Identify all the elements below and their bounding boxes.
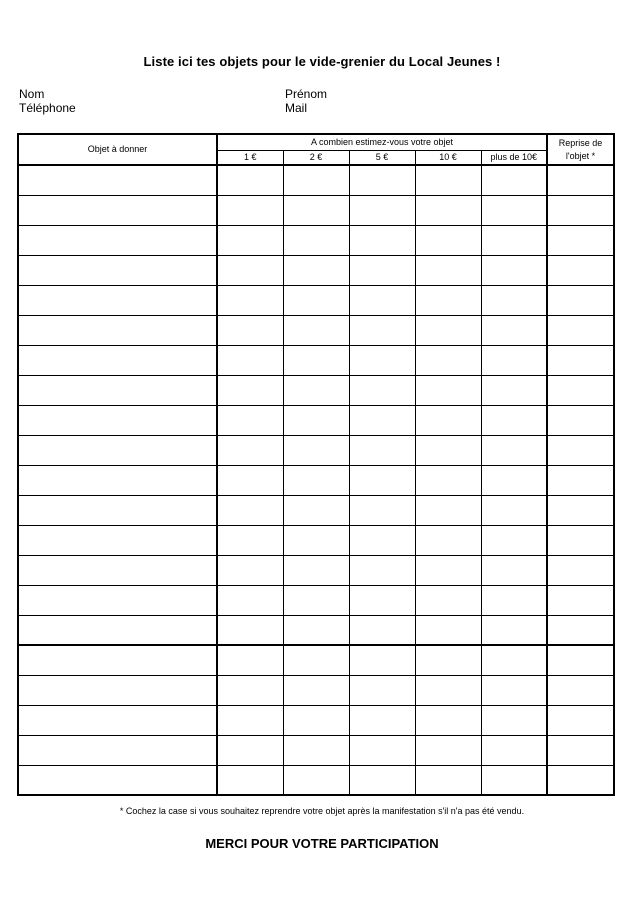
- price-5-cell[interactable]: [349, 375, 415, 405]
- item-cell[interactable]: [18, 585, 217, 615]
- reprise-header-line2: l'objet *: [565, 150, 596, 161]
- price-5-cell[interactable]: [349, 735, 415, 765]
- price-2-cell[interactable]: [283, 585, 349, 615]
- telephone-label: Téléphone: [19, 101, 76, 115]
- price-5-cell[interactable]: [349, 165, 415, 195]
- price-1-cell[interactable]: [217, 645, 283, 675]
- reprise-cell[interactable]: [547, 405, 614, 435]
- prenom-label: Prénom: [285, 87, 328, 101]
- price-2-cell[interactable]: [283, 615, 349, 645]
- price-over-10-cell[interactable]: [481, 345, 547, 375]
- table-row: [18, 735, 614, 765]
- reprise-cell[interactable]: [547, 615, 614, 645]
- item-cell[interactable]: [18, 525, 217, 555]
- price-over-10-cell[interactable]: [481, 765, 547, 795]
- price-header-5: 5 €: [349, 150, 415, 165]
- price-over-10-cell[interactable]: [481, 615, 547, 645]
- price-2-cell[interactable]: [283, 645, 349, 675]
- price-10-cell[interactable]: [415, 765, 481, 795]
- price-5-cell[interactable]: [349, 315, 415, 345]
- price-1-cell[interactable]: [217, 465, 283, 495]
- price-5-cell[interactable]: [349, 645, 415, 675]
- price-over-10-cell[interactable]: [481, 645, 547, 675]
- price-over-10-cell[interactable]: [481, 585, 547, 615]
- table-row: [18, 645, 614, 675]
- price-5-cell[interactable]: [349, 405, 415, 435]
- price-2-cell[interactable]: [283, 405, 349, 435]
- item-cell[interactable]: [18, 645, 217, 675]
- price-header-10: 10 €: [415, 150, 481, 165]
- item-cell[interactable]: [18, 165, 217, 195]
- price-2-cell[interactable]: [283, 375, 349, 405]
- reprise-cell[interactable]: [547, 555, 614, 585]
- price-5-cell[interactable]: [349, 465, 415, 495]
- price-10-cell[interactable]: [415, 165, 481, 195]
- table-row: [18, 495, 614, 525]
- price-10-cell[interactable]: [415, 405, 481, 435]
- table-row: [18, 405, 614, 435]
- price-10-cell[interactable]: [415, 615, 481, 645]
- item-cell[interactable]: [18, 375, 217, 405]
- reprise-cell[interactable]: [547, 705, 614, 735]
- price-2-cell[interactable]: [283, 345, 349, 375]
- price-over-10-cell[interactable]: [481, 195, 547, 225]
- price-1-cell[interactable]: [217, 705, 283, 735]
- price-1-cell[interactable]: [217, 615, 283, 645]
- item-cell[interactable]: [18, 435, 217, 465]
- table-row: [18, 525, 614, 555]
- price-2-cell[interactable]: [283, 195, 349, 225]
- price-1-cell[interactable]: [217, 555, 283, 585]
- reprise-header-line1: Reprise de: [558, 137, 603, 148]
- price-2-cell[interactable]: [283, 675, 349, 705]
- price-1-cell[interactable]: [217, 765, 283, 795]
- table-row: [18, 435, 614, 465]
- price-over-10-cell[interactable]: [481, 735, 547, 765]
- reprise-cell[interactable]: [547, 495, 614, 525]
- price-1-cell[interactable]: [217, 585, 283, 615]
- table-row: [18, 225, 614, 255]
- table-row: [18, 315, 614, 345]
- price-10-cell[interactable]: [415, 345, 481, 375]
- price-over-10-cell[interactable]: [481, 285, 547, 315]
- reprise-cell[interactable]: [547, 225, 614, 255]
- reprise-cell[interactable]: [547, 435, 614, 465]
- price-over-10-cell[interactable]: [481, 315, 547, 345]
- price-10-cell[interactable]: [415, 315, 481, 345]
- price-over-10-cell[interactable]: [481, 465, 547, 495]
- reprise-cell[interactable]: [547, 735, 614, 765]
- price-5-cell[interactable]: [349, 495, 415, 525]
- price-1-cell[interactable]: [217, 525, 283, 555]
- price-10-cell[interactable]: [415, 525, 481, 555]
- price-2-cell[interactable]: [283, 435, 349, 465]
- price-1-cell[interactable]: [217, 195, 283, 225]
- price-2-cell[interactable]: [283, 285, 349, 315]
- price-over-10-cell[interactable]: [481, 255, 547, 285]
- price-2-cell[interactable]: [283, 225, 349, 255]
- price-10-cell[interactable]: [415, 585, 481, 615]
- table-row: [18, 585, 614, 615]
- price-header-1: 1 €: [217, 150, 283, 165]
- item-cell[interactable]: [18, 675, 217, 705]
- price-over-10-cell[interactable]: [481, 165, 547, 195]
- price-5-cell[interactable]: [349, 525, 415, 555]
- items-table: [17, 133, 615, 796]
- item-cell[interactable]: [18, 465, 217, 495]
- price-10-cell[interactable]: [415, 225, 481, 255]
- reprise-cell[interactable]: [547, 315, 614, 345]
- price-1-cell[interactable]: [217, 255, 283, 285]
- item-cell[interactable]: [18, 735, 217, 765]
- reprise-cell[interactable]: [547, 165, 614, 195]
- price-5-cell[interactable]: [349, 555, 415, 585]
- item-cell[interactable]: [18, 315, 217, 345]
- price-10-cell[interactable]: [415, 495, 481, 525]
- price-10-cell[interactable]: [415, 255, 481, 285]
- price-10-cell[interactable]: [415, 285, 481, 315]
- price-over-10-cell[interactable]: [481, 675, 547, 705]
- price-10-cell[interactable]: [415, 705, 481, 735]
- price-10-cell[interactable]: [415, 375, 481, 405]
- mail-label: Mail: [285, 101, 308, 115]
- footnote: * Cochez la case si vous souhaitez reprendre votre objet après la manifestation s'il n'a pas été vendu.: [119, 806, 525, 816]
- price-2-cell[interactable]: [283, 765, 349, 795]
- price-over-10-cell[interactable]: [481, 525, 547, 555]
- item-cell[interactable]: [18, 555, 217, 585]
- price-2-cell[interactable]: [283, 165, 349, 195]
- price-2-cell[interactable]: [283, 705, 349, 735]
- item-cell[interactable]: [18, 345, 217, 375]
- table-row: [18, 465, 614, 495]
- price-2-cell[interactable]: [283, 465, 349, 495]
- price-2-cell[interactable]: [283, 525, 349, 555]
- price-2-cell[interactable]: [283, 555, 349, 585]
- reprise-cell[interactable]: [547, 465, 614, 495]
- price-10-cell[interactable]: [415, 645, 481, 675]
- price-5-cell[interactable]: [349, 285, 415, 315]
- table-row: [18, 255, 614, 285]
- price-1-cell[interactable]: [217, 375, 283, 405]
- price-5-cell[interactable]: [349, 765, 415, 795]
- page-title: Liste ici tes objets pour le vide-grenier du Local Jeunes !: [143, 54, 501, 69]
- reprise-cell[interactable]: [547, 765, 614, 795]
- price-1-cell[interactable]: [217, 435, 283, 465]
- nom-label: Nom: [19, 87, 45, 101]
- reprise-cell[interactable]: [547, 525, 614, 555]
- reprise-cell[interactable]: [547, 195, 614, 225]
- table-row: [18, 675, 614, 705]
- price-over-10-cell[interactable]: [481, 555, 547, 585]
- price-over-10-cell[interactable]: [481, 495, 547, 525]
- table-row: [18, 555, 614, 585]
- price-10-cell[interactable]: [415, 465, 481, 495]
- item-cell[interactable]: [18, 495, 217, 525]
- item-cell[interactable]: [18, 705, 217, 735]
- price-10-cell[interactable]: [415, 735, 481, 765]
- price-1-cell[interactable]: [217, 315, 283, 345]
- table-row: [18, 285, 614, 315]
- price-10-cell[interactable]: [415, 555, 481, 585]
- table-row: [18, 165, 614, 195]
- reprise-cell[interactable]: [547, 375, 614, 405]
- price-5-cell[interactable]: [349, 675, 415, 705]
- price-2-cell[interactable]: [283, 735, 349, 765]
- table-row: [18, 195, 614, 225]
- reprise-cell[interactable]: [547, 585, 614, 615]
- price-1-cell[interactable]: [217, 495, 283, 525]
- price-header-2: 2 €: [283, 150, 349, 165]
- price-5-cell[interactable]: [349, 585, 415, 615]
- price-over-10-cell[interactable]: [481, 435, 547, 465]
- price-1-cell[interactable]: [217, 225, 283, 255]
- estimate-column-header: A combien estimez-vous votre objet: [217, 134, 547, 150]
- price-5-cell[interactable]: [349, 705, 415, 735]
- table-row: [18, 705, 614, 735]
- item-cell[interactable]: [18, 195, 217, 225]
- price-1-cell[interactable]: [217, 165, 283, 195]
- reprise-cell[interactable]: [547, 285, 614, 315]
- price-5-cell[interactable]: [349, 195, 415, 225]
- price-5-cell[interactable]: [349, 255, 415, 285]
- price-2-cell[interactable]: [283, 315, 349, 345]
- price-1-cell[interactable]: [217, 675, 283, 705]
- price-1-cell[interactable]: [217, 345, 283, 375]
- table-row: [18, 765, 614, 795]
- item-column-header: Objet à donner: [18, 134, 217, 165]
- price-over-10-cell[interactable]: [481, 405, 547, 435]
- item-cell[interactable]: [18, 255, 217, 285]
- price-1-cell[interactable]: [217, 735, 283, 765]
- price-1-cell[interactable]: [217, 285, 283, 315]
- thanks-message: MERCI POUR VOTRE PARTICIPATION: [205, 836, 439, 851]
- price-5-cell[interactable]: [349, 615, 415, 645]
- reprise-column-header: [547, 134, 614, 165]
- table-row: [18, 375, 614, 405]
- price-1-cell[interactable]: [217, 405, 283, 435]
- table-row: [18, 615, 614, 645]
- price-over-10-cell[interactable]: [481, 705, 547, 735]
- price-header-over-10: plus de 10€: [481, 150, 547, 165]
- item-cell[interactable]: [18, 225, 217, 255]
- price-10-cell[interactable]: [415, 675, 481, 705]
- price-5-cell[interactable]: [349, 435, 415, 465]
- price-5-cell[interactable]: [349, 225, 415, 255]
- price-5-cell[interactable]: [349, 345, 415, 375]
- reprise-cell[interactable]: [547, 675, 614, 705]
- price-10-cell[interactable]: [415, 435, 481, 465]
- reprise-cell[interactable]: [547, 255, 614, 285]
- item-cell[interactable]: [18, 615, 217, 645]
- table-row: [18, 345, 614, 375]
- price-2-cell[interactable]: [283, 495, 349, 525]
- price-over-10-cell[interactable]: [481, 375, 547, 405]
- item-cell[interactable]: [18, 285, 217, 315]
- price-10-cell[interactable]: [415, 195, 481, 225]
- reprise-cell[interactable]: [547, 645, 614, 675]
- price-2-cell[interactable]: [283, 255, 349, 285]
- reprise-cell[interactable]: [547, 345, 614, 375]
- item-cell[interactable]: [18, 765, 217, 795]
- price-over-10-cell[interactable]: [481, 225, 547, 255]
- item-cell[interactable]: [18, 405, 217, 435]
